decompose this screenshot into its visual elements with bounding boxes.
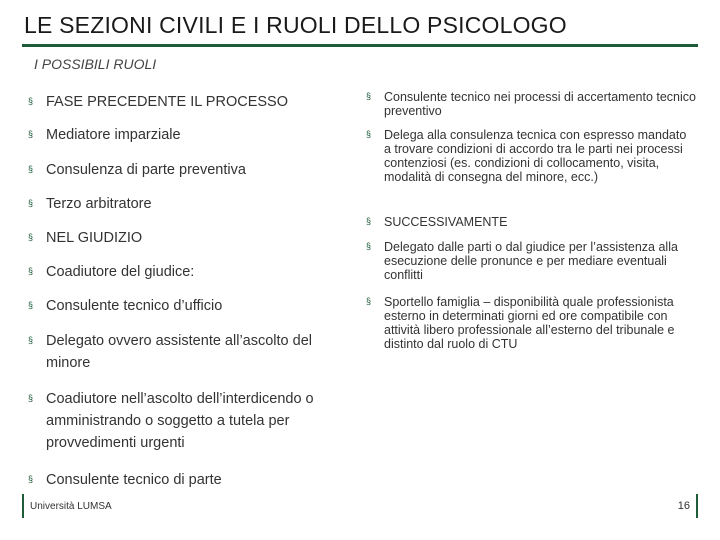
list-item: [366, 215, 696, 229]
list-item: [28, 261, 346, 283]
bullet-icon: §: [366, 216, 372, 226]
list-item-text: Consulente tecnico d’ufficio: [46, 298, 223, 314]
bullet-icon: §: [366, 296, 372, 306]
list-item-text: Sportello famiglia – disponibilità quale professionista esterno in determinati giorni ed ore compatibile con attività libero professionale all’esterno del tribunale e distinto dal ruolo di CTU: [384, 295, 675, 351]
bullet-icon: §: [28, 474, 34, 484]
bullet-icon: §: [28, 198, 34, 208]
title-underline: [22, 44, 698, 47]
list-item: [28, 193, 346, 215]
list-item: [28, 91, 346, 113]
footer-institution: Università LUMSA: [30, 501, 112, 512]
footer-left-bar: [22, 494, 24, 518]
list-item-text: Consulenza di parte preventiva: [46, 162, 246, 178]
bullet-icon: §: [366, 129, 372, 139]
list-item-text: Consulente tecnico di parte: [46, 472, 222, 488]
list-item-text: SUCCESSIVAMENTE: [384, 215, 508, 229]
slide-title: LE SEZIONI CIVILI E I RUOLI DELLO PSICOLOGO: [24, 12, 567, 38]
list-item: [366, 295, 696, 351]
slide-subtitle: I POSSIBILI RUOLI: [34, 56, 157, 72]
list-item: [28, 469, 346, 491]
list-item-text: Delegato dalle parti o dal giudice per l’assistenza alla esecuzione delle pronunce e per mediare eventuali conflitti: [384, 240, 678, 282]
list-item: [366, 128, 696, 184]
list-item-text: Terzo arbitratore: [46, 196, 152, 212]
list-item-text: Coadiutore del giudice:: [46, 264, 195, 280]
bullet-icon: §: [28, 232, 34, 242]
list-item: [28, 330, 328, 374]
list-item-text: Delegato ovvero assistente all’ascolto del minore: [46, 333, 312, 371]
list-item: [28, 295, 346, 317]
bullet-icon: §: [28, 393, 34, 403]
page-number: 16: [677, 500, 690, 512]
bullet-icon: §: [28, 96, 34, 106]
list-item-text: FASE PRECEDENTE IL PROCESSO: [46, 94, 288, 110]
bullet-icon: §: [28, 300, 34, 310]
bullet-icon: §: [28, 266, 34, 276]
list-item-text: Mediatore imparziale: [46, 127, 181, 143]
bullet-icon: §: [366, 241, 372, 251]
bullet-icon: §: [366, 91, 372, 101]
list-item: [28, 159, 346, 181]
bullet-icon: §: [28, 335, 34, 345]
list-item: [366, 90, 696, 118]
list-item: [28, 227, 346, 249]
list-item-text: Consulente tecnico nei processi di accertamento tecnico preventivo: [384, 90, 696, 118]
bullet-icon: §: [28, 164, 34, 174]
list-item: [28, 124, 346, 146]
bullet-icon: §: [28, 129, 34, 139]
list-item-text: NEL GIUDIZIO: [46, 230, 143, 246]
list-item: [366, 240, 696, 282]
list-item-text: Delega alla consulenza tecnica con espresso mandato a trovare condizioni di accordo tra le parti nei processi contenziosi (es. condizioni di collocamento, visita, modalità di consegna del minore, ecc.): [384, 128, 687, 184]
list-item-text: Coadiutore nell’ascolto dell’interdicendo o amministrando o soggetto a tutela per provvedimenti urgenti: [46, 391, 314, 451]
footer-right-bar: [696, 494, 698, 518]
list-item: [28, 388, 340, 454]
